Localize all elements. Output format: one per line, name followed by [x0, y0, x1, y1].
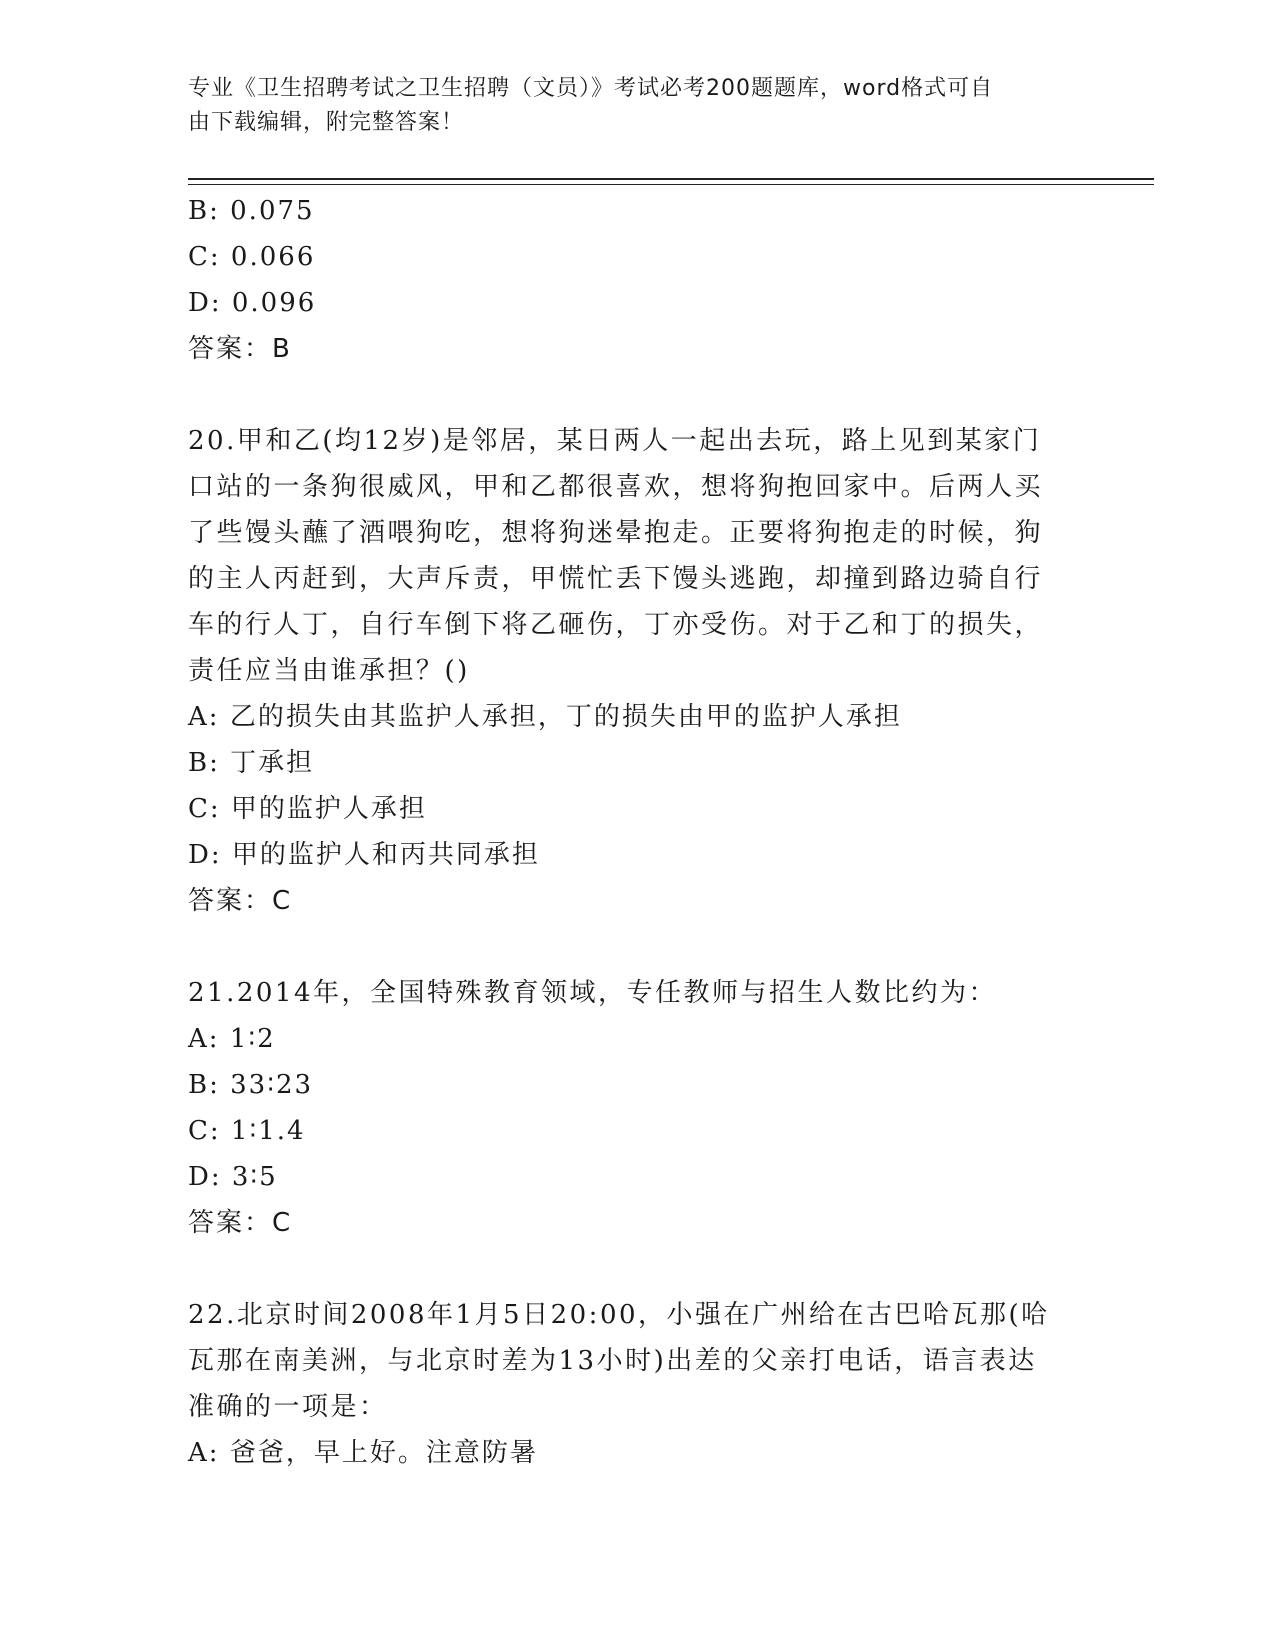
- question-content: [188, 188, 1088, 1476]
- option-c: [188, 234, 1088, 280]
- header-divider-thick: [188, 178, 1154, 180]
- spacer: [188, 372, 1088, 418]
- option-text: 1∶2: [229, 1024, 276, 1054]
- option-text: 3∶5: [231, 1162, 278, 1192]
- option-key: C:: [188, 1116, 221, 1146]
- option-key: D:: [188, 840, 222, 870]
- document-header: [188, 72, 1088, 140]
- option-text: 1∶1.4: [230, 1116, 306, 1146]
- option-text: 0.075: [230, 196, 315, 226]
- question-text-line: 口站的一条狗很威风，甲和乙都很喜欢，想将狗抱回家中。后两人买: [188, 472, 1044, 502]
- answer-line: 答案：C: [188, 1208, 293, 1238]
- option-c: [188, 786, 1088, 832]
- option-d: [188, 280, 1088, 326]
- option-text: 乙的损失由其监护人承担，丁的损失由甲的监护人承担: [229, 702, 902, 732]
- option-b: [188, 1062, 1088, 1108]
- option-key: D:: [188, 288, 222, 318]
- option-a: [188, 694, 1088, 740]
- option-a: [188, 1016, 1088, 1062]
- option-text: 丁承担: [230, 748, 315, 778]
- option-d: [188, 1154, 1088, 1200]
- question-text-line: 22.北京时间2008年1月5日20:00，小强在广州给在古巴哈瓦那(哈: [188, 1300, 1050, 1330]
- option-a: [188, 1430, 1088, 1476]
- option-b: [188, 188, 1088, 234]
- option-c: [188, 1108, 1088, 1154]
- question-20: [188, 418, 1088, 924]
- option-key: B:: [188, 748, 220, 778]
- question-text-line: 20.甲和乙(均12岁)是邻居，某日两人一起出去玩，路上见到某家门: [188, 426, 1042, 456]
- header-divider-thin: [188, 184, 1154, 185]
- option-key: D:: [188, 1162, 222, 1192]
- header-line-1: 专业《卫生招聘考试之卫生招聘（文员）》考试必考200题题库，word格式可自: [188, 76, 994, 101]
- question-19: [188, 188, 1088, 372]
- question-text-line: 准确的一项是：: [188, 1392, 388, 1422]
- spacer: [188, 924, 1088, 970]
- header-line-2: 由下载编辑，附完整答案！: [188, 110, 465, 135]
- question-text-line: 了些馒头蘸了酒喂狗吃，想将狗迷晕抱走。正要将狗抱走的时候，狗: [188, 518, 1044, 548]
- option-text: 甲的监护人承担: [230, 794, 427, 824]
- option-key: C:: [188, 242, 221, 272]
- option-key: B:: [188, 196, 220, 226]
- option-d: [188, 832, 1088, 878]
- option-key: A:: [188, 1438, 220, 1468]
- option-key: A:: [188, 702, 220, 732]
- option-key: A:: [188, 1024, 220, 1054]
- option-text: 0.096: [231, 288, 317, 318]
- option-text: 33∶23: [230, 1070, 314, 1100]
- question-21: [188, 970, 1088, 1246]
- option-text: 甲的监护人和丙共同承担: [231, 840, 540, 870]
- question-text-line: 21.2014年，全国特殊教育领域，专任教师与招生人数比约为：: [188, 978, 998, 1008]
- question-22: [188, 1292, 1088, 1476]
- option-text: 0.066: [230, 242, 316, 272]
- option-b: [188, 740, 1088, 786]
- answer-line: 答案：B: [188, 334, 292, 364]
- question-text-line: 责任应当由谁承担？(): [188, 656, 470, 686]
- question-text-line: 瓦那在南美洲，与北京时差为13小时)出差的父亲打电话，语言表达: [188, 1346, 1037, 1376]
- option-key: C:: [188, 794, 221, 824]
- option-key: B:: [188, 1070, 220, 1100]
- option-text: 爸爸，早上好。注意防暑: [229, 1438, 538, 1468]
- spacer: [188, 1246, 1088, 1292]
- answer-line: 答案：C: [188, 886, 293, 916]
- question-text-line: 的主人丙赶到，大声斥责，甲慌忙丢下馒头逃跑，却撞到路边骑自行: [188, 564, 1044, 594]
- question-text-line: 车的行人丁，自行车倒下将乙砸伤，丁亦受伤。对于乙和丁的损失，: [188, 610, 1044, 640]
